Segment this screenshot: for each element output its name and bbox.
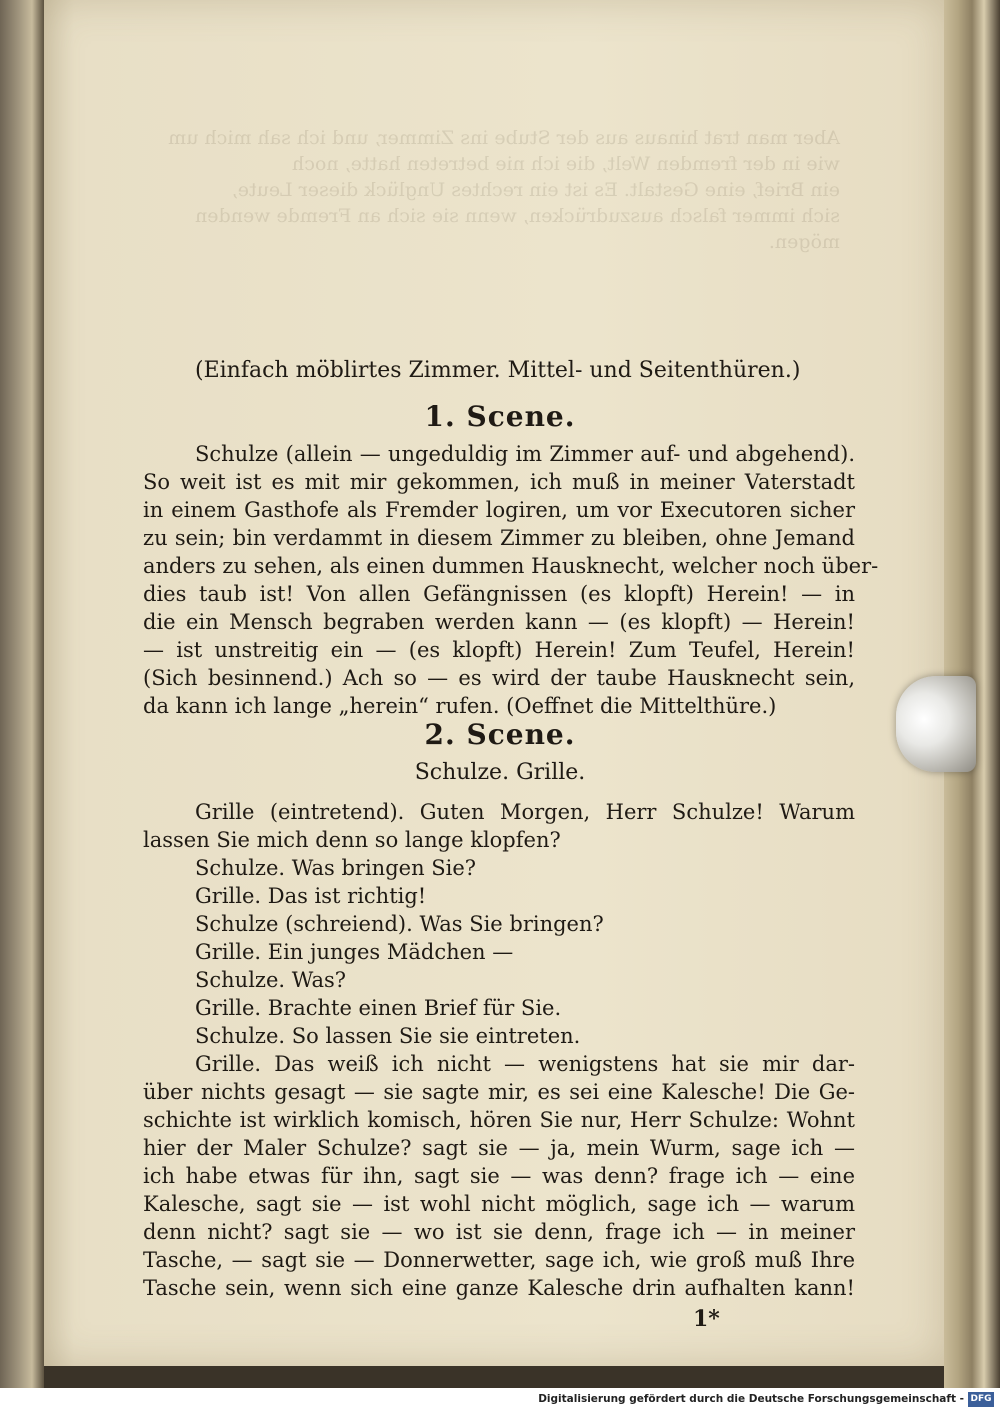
scene-2-title: 2. Scene.	[424, 718, 576, 751]
signature-mark: 1*	[693, 1306, 720, 1332]
scene-2-line: Grille. Das weiß ich nicht — wenigstens hat sie mir dar-	[195, 1052, 855, 1076]
scene-1-line: anders zu sehen, als einen dummen Hausknecht, welcher noch über-	[143, 554, 879, 578]
scene-1-line: dies taub ist! Von allen Gefängnissen (es klopft) Herein! — in	[143, 582, 855, 606]
scene-2-line: denn nicht? sagt sie — wo ist sie denn, frage ich — in meiner	[143, 1220, 855, 1244]
scene-2-line: über nichts gesagt — sie sagte mir, es sei eine Kalesche! Die Ge-	[143, 1080, 855, 1104]
scene-1-line: zu sein; bin verdammt in diesem Zimmer zu bleiben, ohne Jemand	[143, 526, 855, 550]
scene-2-line: schichte ist wirklich komisch, hören Sie nur, Herr Schulze: Wohnt	[143, 1108, 855, 1132]
scene-2-line: Grille (eintretend). Guten Morgen, Herr Schulze! Warum	[195, 800, 855, 824]
scene-2-line: Schulze (schreiend). Was Sie bringen?	[195, 912, 604, 936]
scene-2-line: Schulze. Was?	[195, 968, 347, 992]
scene-2-line: Tasche, — sagt sie — Donnerwetter, sage ich, wie groß muß Ihre	[143, 1248, 855, 1272]
scene-2-line: lassen Sie mich denn so lange klopfen?	[143, 828, 561, 852]
stage-direction: (Einfach möblirtes Zimmer. Mittel- und Seitenthüren.)	[195, 358, 801, 383]
scene-2-line: Tasche sein, wenn sich eine ganze Kalesche drin aufhalten kann!	[143, 1276, 855, 1300]
scene-1-line: in einem Gasthofe als Fremder logiren, um vor Executoren sicher	[143, 498, 855, 522]
scene-1-line: die ein Mensch begraben werden kann — (es klopft) — Herein!	[143, 610, 855, 634]
scene-1-line: (Sich besinnend.) Ach so — es wird der taube Hausknecht sein,	[143, 666, 855, 690]
scene-1-title: 1. Scene.	[424, 400, 576, 433]
scene-1-line: — ist unstreitig ein — (es klopft) Herein! Zum Teufel, Herein!	[143, 638, 855, 662]
scene-2-line: Grille. Das ist richtig!	[195, 884, 427, 908]
scene-2-line: Schulze. Was bringen Sie?	[195, 856, 477, 880]
scene-1-line: da kann ich lange „herein“ rufen. (Oeffnet die Mittelthüre.)	[143, 694, 777, 718]
dfg-logo[interactable]: DFG	[968, 1392, 994, 1407]
scene-2-line: Schulze. So lassen Sie sie eintreten.	[195, 1024, 581, 1048]
show-through-text: Aber man trat hinaus aus der Stube ins Zimmer, und ich sah mich um wie in der fremden Welt, die ich nie betreten hatte, noch ein Brief, eine Gestalt. Es ist ein rechtes Unglück dieser Leute, sich immer falsch auszudrücken, wenn sie sich an Fremde wenden mögen.	[168, 127, 840, 253]
scene-2-line: hier der Maler Schulze? sagt sie — ja, mein Wurm, sage ich —	[143, 1136, 855, 1160]
footer-bar	[0, 1388, 1000, 1412]
scene-1-line: So weit ist es mit mir gekommen, ich muß in meiner Vaterstadt	[143, 470, 855, 494]
scene-1-line: Schulze (allein — ungeduldig im Zimmer auf- und abgehend).	[195, 442, 855, 466]
scene-2-line: Grille. Ein junges Mädchen —	[195, 940, 514, 964]
scene-2-line: ich habe etwas für ihn, sagt sie — was denn? frage ich — eine	[143, 1164, 855, 1188]
scene-2-persons: Schulze. Grille.	[414, 760, 586, 785]
scene-2-line: Kalesche, sagt sie — ist wohl nicht möglich, sage ich — warum	[143, 1192, 855, 1216]
footer-credit: Digitalisierung gefördert durch die Deutsche Forschungsgemeinschaft -	[538, 1393, 964, 1405]
scene-2-line: Grille. Brachte einen Brief für Sie.	[195, 996, 562, 1020]
